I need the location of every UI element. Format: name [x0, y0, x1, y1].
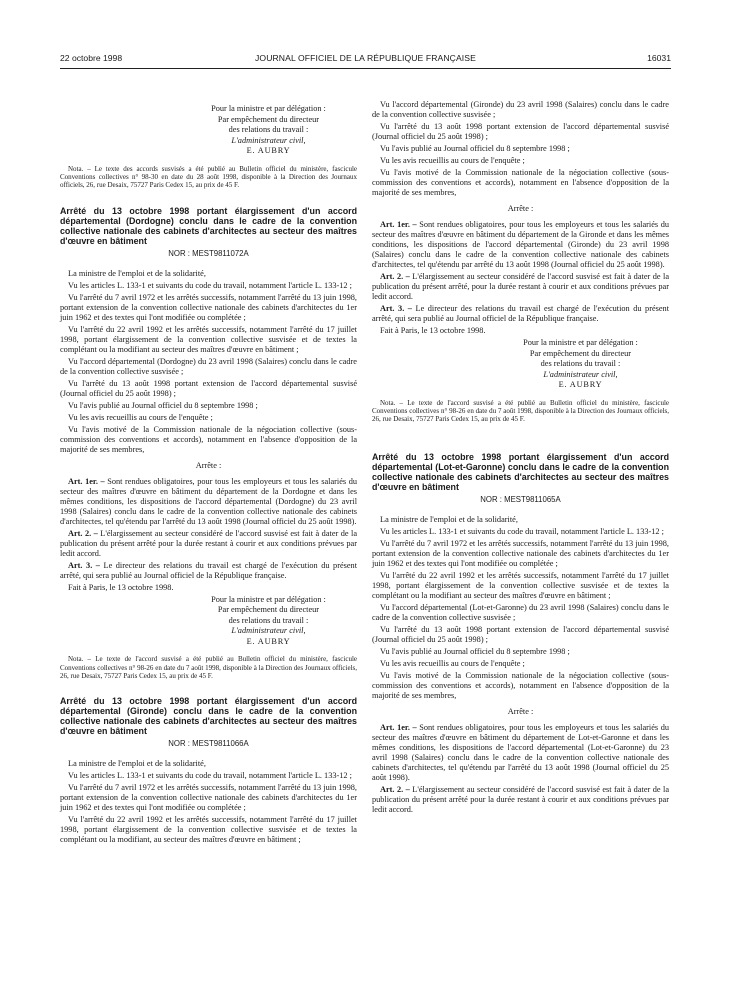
paragraph: La ministre de l'emploi et de la solidarité,	[380, 514, 518, 524]
paragraph: Vu l'avis motivé de la Commission nationale de la négociation collective (sous-commission des conventions et accords), notamment en l'absence d'opposition de la majorité de ses membres,	[372, 168, 669, 197]
right-column	[372, 100, 669, 817]
paragraph: Vu l'arrêté du 13 août 1998 portant extension de l'accord départemental susvisé (Journal officiel du 25 août 1998) ;	[60, 378, 357, 398]
sig-line: des relations du travail :	[540, 359, 621, 368]
article-label: Art. 2. –	[380, 784, 410, 794]
decree-title: Arrêté du 13 octobre 1998 portant élargissement d'un accord départemental (Dordogne) conclu dans le cadre de la convention collective nationale des cabinets d'architectes au secteur des maîtres d'œuvre en bâtiment	[60, 205, 357, 246]
paragraph: Vu l'arrêté du 22 avril 1992 et les arrêtés successifs, notamment l'arrêté du 17 juillet 1998, portant élargissement de la convention collective susvisée et de textes la complétant ou la modifiant au secteur des maîtres d'œuvre en bâtiment ;	[372, 570, 669, 600]
signatory-name: E. AUBRY	[246, 636, 291, 646]
sig-line: Par empêchement du directeur	[529, 348, 632, 358]
article-3	[60, 561, 357, 581]
signatory-name: E. AUBRY	[558, 380, 603, 389]
article-2	[60, 529, 357, 559]
paragraph: Vu l'avis publié au Journal officiel du 8 septembre 1998 ;	[68, 400, 258, 410]
paragraph: Vu les avis recueillis au cours de l'enquête ;	[68, 412, 213, 422]
signed-at: Fait à Paris, le 13 octobre 1998.	[68, 582, 174, 592]
article-text: Sont rendues obligatoires, pour tous les employeurs et tous les salariés du secteur des maîtres d'œuvre en bâtiment du département de Lot-et-Garonne et dans les mêmes conditions, les dispositions de l'accord départemental (Lot-et-Garonne) du 23 avril 1998 (Salaires) conclu dans le cadre de la convention collective nationale des cabinets d'architectes, tel qu'étendu par l'arrêté du 13 août 1998 (Journal officiel du 25 août 1998).	[372, 722, 669, 782]
decree-title: Arrêté du 13 octobre 1998 portant élargissement d'un accord départemental (Gironde) conclu dans le cadre de la convention collective nationale des cabinets d'architectes au secteur des maîtres d'œuvre en bâtiment	[60, 696, 357, 737]
paragraph: Vu les articles L. 133-1 et suivants du code du travail, notamment l'article L. 133-12 ;	[68, 771, 352, 781]
paragraph: Vu l'avis publié au Journal officiel du 8 septembre 1998 ;	[380, 144, 570, 153]
paragraph: Vu l'arrêté du 7 avril 1972 et les arrêtés successifs, notamment l'arrêté du 13 juin 1998, portant extension de la convention collective nationale des cabinets d'architectes du 1er juin 1962 et des textes qui l'ont modifiée ou complétée ;	[60, 292, 357, 322]
paragraph: Vu l'arrêté du 13 août 1998 portant extension de l'accord départemental susvisé (Journal officiel du 25 août 1998) ;	[372, 624, 669, 644]
paragraph: Vu l'avis motivé de la Commission nationale de la négociation collective (sous-commission des conventions et accords), notamment en l'absence d'opposition de la majorité de ses membres,	[60, 424, 357, 454]
paragraph: Vu les articles L. 133-1 et suivants du code du travail, notamment l'article L. 133-12 ;	[68, 280, 352, 290]
arrete-heading: Arrête :	[195, 460, 222, 470]
nor-reference: NOR : MESТ9811066A	[168, 739, 249, 749]
nota: Nota. – Le texte des accords susvisés a été publié au Bulletin officiel du ministère, fascicule Conventions collectives n° 98-30 en date du 28 août 1998, disponible à la Direction des Journaux officiels, 26, rue Desaix, 75727 Paris Cedex 15, au prix de 45 F.	[60, 164, 357, 190]
article-1	[60, 477, 357, 527]
sig-line: Pour la ministre et par délégation :	[523, 338, 638, 347]
journal-title: JOURNAL OFFICIEL DE LA RÉPUBLIQUE FRANÇAISE	[255, 53, 476, 63]
paragraph: Vu l'arrêté du 7 avril 1972 et les arrêtés successifs, notamment l'arrêté du 13 juin 1998, portant extension de la convention collective nationale des cabinets d'architectes du 1er juin 1962 et des textes qui l'ont modifiée ou complétée ;	[60, 783, 357, 813]
paragraph: Vu l'arrêté du 22 avril 1992 et les arrêtés successifs, notamment l'arrêté du 17 juillet 1998, portant élargissement de la convention collective susvisée et de textes la complétant ou la modifiant au secteur des maîtres d'œuvre en bâtiment ;	[60, 324, 357, 354]
article-text: L'élargissement au secteur considéré de l'accord susvisé est fait à dater de la publication du présent arrêté, pour la durée restant à courir et aux conditions prévues par ledit accord.	[372, 272, 670, 301]
paragraph: Vu l'arrêté du 13 août 1998 portant extension de l'accord départemental susvisé (Journal officiel du 25 août 1998) ;	[372, 122, 669, 141]
page-header	[60, 53, 671, 67]
article-1	[372, 220, 669, 270]
decree-title: Arrêté du 13 octobre 1998 portant élargissement d'un accord départemental (Lot-et-Garonne) conclu dans le cadre de la convention collective nationale des cabinets d'architectes au secteur des maîtres d'œuvre en bâtiment	[372, 451, 669, 492]
sig-line: Pour la ministre et par délégation :	[211, 594, 326, 604]
article-label: Art. 2. –	[68, 528, 98, 538]
article-2	[372, 785, 669, 815]
paragraph: Vu l'accord départemental (Dordogne) du 23 avril 1998 (Salaires) conclu dans le cadre de la convention collective susvisée ;	[60, 356, 357, 376]
article-1	[372, 723, 669, 783]
sig-line: Par empêchement du directeur	[217, 605, 320, 615]
left-column	[60, 104, 357, 847]
signed-at: Fait à Paris, le 13 octobre 1998.	[380, 326, 486, 335]
article-label: Art. 1er. –	[68, 476, 105, 486]
nor-reference: NOR : MESТ9811065A	[480, 494, 561, 504]
header-date: 22 octobre 1998	[60, 53, 123, 63]
sig-line: Par empêchement du directeur	[217, 114, 320, 124]
paragraph: Vu l'arrêté du 7 avril 1972 et les arrêtés successifs, notamment l'arrêté du 13 juin 1998, portant extension de la convention collective nationale des cabinets d'architectes du 1er juin 1962 et des textes qui l'ont modifiée ou complétée ;	[372, 538, 669, 568]
arrete-heading: Arrête :	[507, 204, 534, 213]
article-text: Le directeur des relations du travail est chargé de l'exécution du présent arrêté, qui sera publié au Journal officiel de la République française.	[60, 560, 358, 580]
sig-line: L'administrateur civil,	[543, 369, 618, 379]
sig-line: Pour la ministre et par délégation :	[211, 104, 326, 113]
signature-block	[180, 104, 357, 157]
nota: Nota. – Le texte de l'accord susvisé a été publié au Bulletin officiel du ministère, fascicule Conventions collectives n° 98-26 en date du 7 août 1998, disponible à la Direction des Journaux officiels, 26, rue Desaix, 75727 Paris Cedex 15, au prix de 45 F.	[372, 398, 669, 424]
sig-line: des relations du travail :	[228, 615, 309, 625]
arrete-heading: Arrête :	[507, 706, 534, 716]
article-2	[372, 272, 669, 302]
paragraph: Vu les avis recueillis au cours de l'enquête ;	[380, 658, 525, 668]
signatory-name: E. AUBRY	[246, 146, 291, 155]
article-text: Sont rendues obligatoires, pour tous les employeurs et tous les salariés du secteur des maîtres d'œuvre en bâtiment du département de la Gironde et dans les mêmes conditions, les dispositions de l'accord départemental (Gironde) du 23 avril 1998 (Salaires) conclu dans le cadre de la convention collective nationale des cabinets d'architectes, tel qu'étendu par arrêté du 13 août 1998 (Journal officiel du 25 août 1998).	[372, 220, 669, 269]
article-label: Art. 1er. –	[380, 722, 417, 732]
sig-line: L'administrateur civil,	[231, 626, 306, 636]
article-label: Art. 1er. –	[380, 220, 417, 229]
article-label: Art. 3. –	[380, 304, 412, 313]
paragraph: Vu l'avis motivé de la Commission nationale de la négociation collective (sous-commission des conventions et accords), notamment en l'absence d'opposition de la majorité de ses membres,	[372, 670, 669, 700]
header-rule	[60, 68, 671, 69]
signature-block	[492, 338, 669, 391]
paragraph: Vu l'accord départemental (Lot-et-Garonne) du 23 avril 1998 (Salaires) conclu dans le cadre de la convention collective susvisée ;	[372, 602, 669, 622]
article-text: L'élargissement au secteur considéré de l'accord susvisé est fait à dater de la publication du présent arrêté pour la durée restant à courir et aux conditions prévues par ledit accord.	[60, 528, 358, 558]
paragraph: Vu l'avis publié au Journal officiel du 8 septembre 1998 ;	[380, 646, 570, 656]
article-text: Le directeur des relations du travail est chargé de l'exécution du présent arrêté, qui sera publié au Journal officiel de la République française.	[372, 304, 670, 323]
paragraph: Vu les articles L. 133-1 et suivants du code du travail, notamment l'article L. 133-12 ;	[380, 526, 664, 536]
paragraph: Vu les avis recueillis au cours de l'enquête ;	[380, 156, 525, 165]
article-text: L'élargissement au secteur considéré de l'accord susvisé est fait à dater de la publication du présent arrêté pour la durée restant à courir et aux conditions prévues par ledit accord.	[372, 784, 670, 814]
paragraph: La ministre de l'emploi et de la solidarité,	[68, 759, 206, 769]
article-label: Art. 2. –	[380, 272, 410, 281]
page-number: 16031	[647, 53, 671, 63]
article-label: Art. 3. –	[68, 560, 100, 570]
nor-reference: NOR : MESТ9811072A	[168, 248, 249, 258]
paragraph: Vu l'accord départemental (Gironde) du 23 avril 1998 (Salaires) conclu dans le cadre de la convention collective susvisée ;	[372, 100, 669, 119]
sig-line: L'administrateur civil,	[231, 135, 306, 145]
paragraph: La ministre de l'emploi et de la solidarité,	[68, 268, 206, 278]
article-text: Sont rendues obligatoires, pour tous les employeurs et tous les salariés du secteur des maîtres d'œuvre en bâtiment du département de la Dordogne et dans les mêmes conditions, les dispositions de l'accord départemental (Dordogne) du 23 avril 1998 (Salaires) conclu dans le cadre de la convention collective nationale des cabinets d'architectes, tel qu'étendu par l'arrêté du 13 août 1998 (Journal officiel du 25 août 1998).	[60, 476, 357, 526]
nota: Nota. – Le texte de l'accord susvisé a été publié au Bulletin officiel du ministère, fascicule Conventions collectives n° 98-26 en date du 7 août 1998, disponible à la Direction des Journaux officiels, 26, rue Desaix, 75727 Paris Cedex 15, au prix de 45 F.	[60, 655, 357, 681]
article-3	[372, 304, 669, 324]
sig-line: des relations du travail :	[228, 125, 309, 134]
paragraph: Vu l'arrêté du 22 avril 1992 et les arrêtés successifs, notamment l'arrêté du 17 juillet 1998, portant élargissement de la convention collective susvisée et de textes la complétant ou la modifiant, au secteur des maîtres d'œuvre en bâtiment ;	[60, 815, 357, 845]
signature-block	[180, 595, 357, 648]
